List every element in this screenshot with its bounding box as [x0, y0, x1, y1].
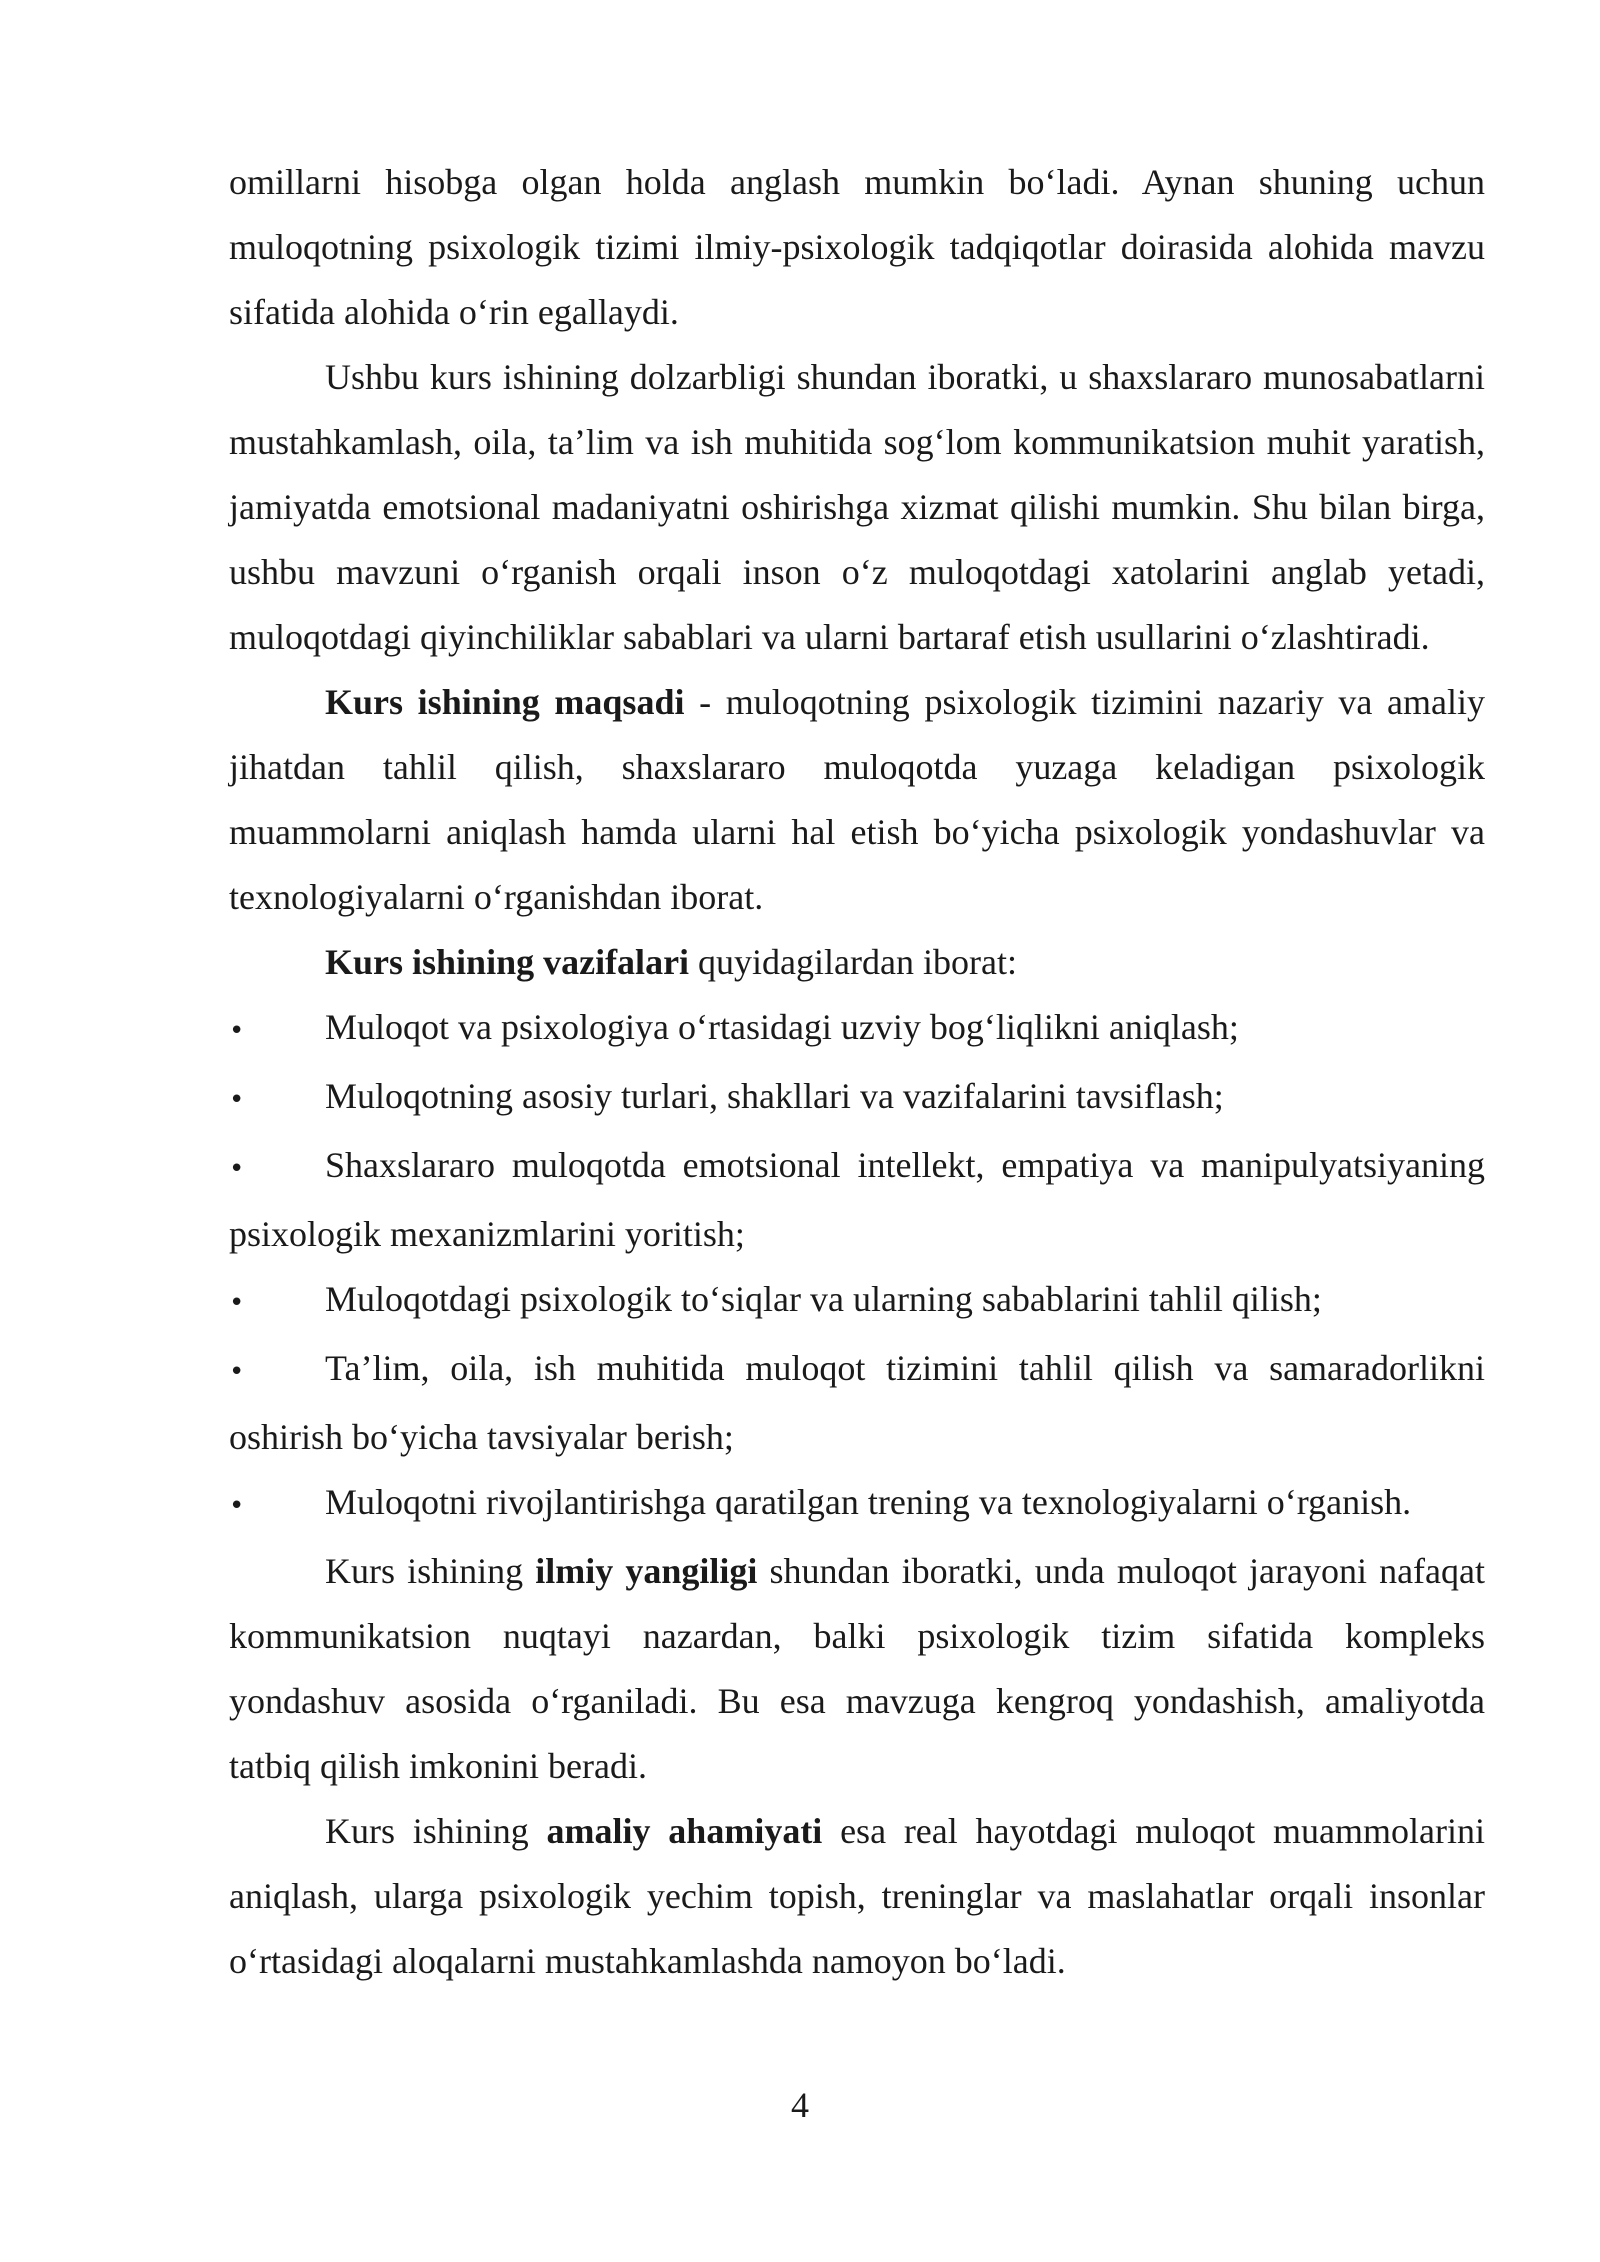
page-number: 4 [791, 2085, 809, 2125]
list-item [229, 1470, 1485, 1539]
practical-text: esa real hayotdagi muloqot muammolarini aniqlash, ularga psixologik yechim topish, treninglar va maslahatlar orqali insonlar o‘rtasidagi aloqalarni mustahkamlashda namoyon bo‘ladi. [229, 1811, 1485, 1981]
paragraph-tasks-intro [229, 930, 1485, 995]
list-item-text: Shaxslararo muloqotda emotsional intellekt, empatiya va manipulyatsiyaning psixologik mexanizmlarini yoritish; [229, 1145, 1485, 1254]
paragraph-relevance: Ushbu kurs ishining dolzarbligi shundan iboratki, u shaxslararo munosabatlarni mustahkamlash, oila, ta’lim va ish muhitida sog‘lom kommunikatsion muhit yaratish, jamiyatda emotsional madaniyatni oshirishga xizmat qilishi mumkin. Shu bilan birga, ushbu mavzuni o‘rganish orqali inson o‘z muloqotdagi xatolarini anglab yetadi, muloqotdagi qiyinchiliklar sabablari va ularni bartaraf etish usullarini o‘zlashtiradi. [229, 357, 1485, 657]
paragraph-practical-value [229, 1799, 1485, 1994]
goal-heading: Kurs ishining maqsadi [325, 682, 685, 722]
list-item [229, 1336, 1485, 1470]
list-item [229, 1064, 1485, 1133]
tasks-intro-text: quyidagilardan iborat: [689, 942, 1017, 982]
list-item [229, 1133, 1485, 1267]
paragraph-novelty [229, 1539, 1485, 1799]
tasks-heading: Kurs ishining vazifalari [325, 942, 690, 982]
list-item-text: Muloqotdagi psixologik to‘siqlar va ularning sabablarini tahlil qilish; [325, 1279, 1322, 1319]
goal-text: - muloqotning psixologik tizimini nazariy va amaliy jihatdan tahlil qilish, shaxslararo muloqotda yuzaga keladigan psixologik muammolarni aniqlash hamda ularni hal etish bo‘yicha psixologik yondashuvlar va texnologiyalarni o‘rganishdan iborat. [229, 682, 1485, 917]
practical-heading: amaliy ahamiyati [546, 1811, 823, 1851]
list-item [229, 1267, 1485, 1336]
list-item-text: Ta’lim, oila, ish muhitida muloqot tizimini tahlil qilish va samaradorlikni oshirish bo‘yicha tavsiyalar berish; [229, 1348, 1485, 1457]
paragraph-intro-continuation: omillarni hisobga olgan holda anglash mumkin bo‘ladi. Aynan shuning uchun muloqotning psixologik tizimi ilmiy-psixologik tadqiqotlar doirasida alohida mavzu sifatida alohida o‘rin egallaydi. [229, 162, 1485, 332]
list-item [229, 995, 1485, 1064]
list-item-text: Muloqotni rivojlantirishga qaratilgan trening va texnologiyalarni o‘rganish. [325, 1482, 1412, 1522]
paragraph-goal [229, 670, 1485, 930]
practical-lead: Kurs ishining [325, 1811, 547, 1851]
novelty-lead: Kurs ishining [325, 1551, 536, 1591]
list-item-text: Muloqot va psixologiya o‘rtasidagi uzviy bog‘liqlikni aniqlash; [325, 1007, 1239, 1047]
novelty-text: shundan iboratki, unda muloqot jarayoni nafaqat kommunikatsion nuqtayi nazardan, balki psixologik tizim sifatida kompleks yondashuv asosida o‘rganiladi. Bu esa mavzuga kengroq yondashish, amaliyotda tatbiq qilish imkonini beradi. [229, 1551, 1485, 1786]
tasks-list [229, 995, 1485, 1539]
list-item-text: Muloqotning asosiy turlari, shakllari va vazifalarini tavsiflash; [325, 1076, 1224, 1116]
novelty-heading: ilmiy yangiligi [535, 1551, 758, 1591]
document-page [229, 150, 1485, 1994]
